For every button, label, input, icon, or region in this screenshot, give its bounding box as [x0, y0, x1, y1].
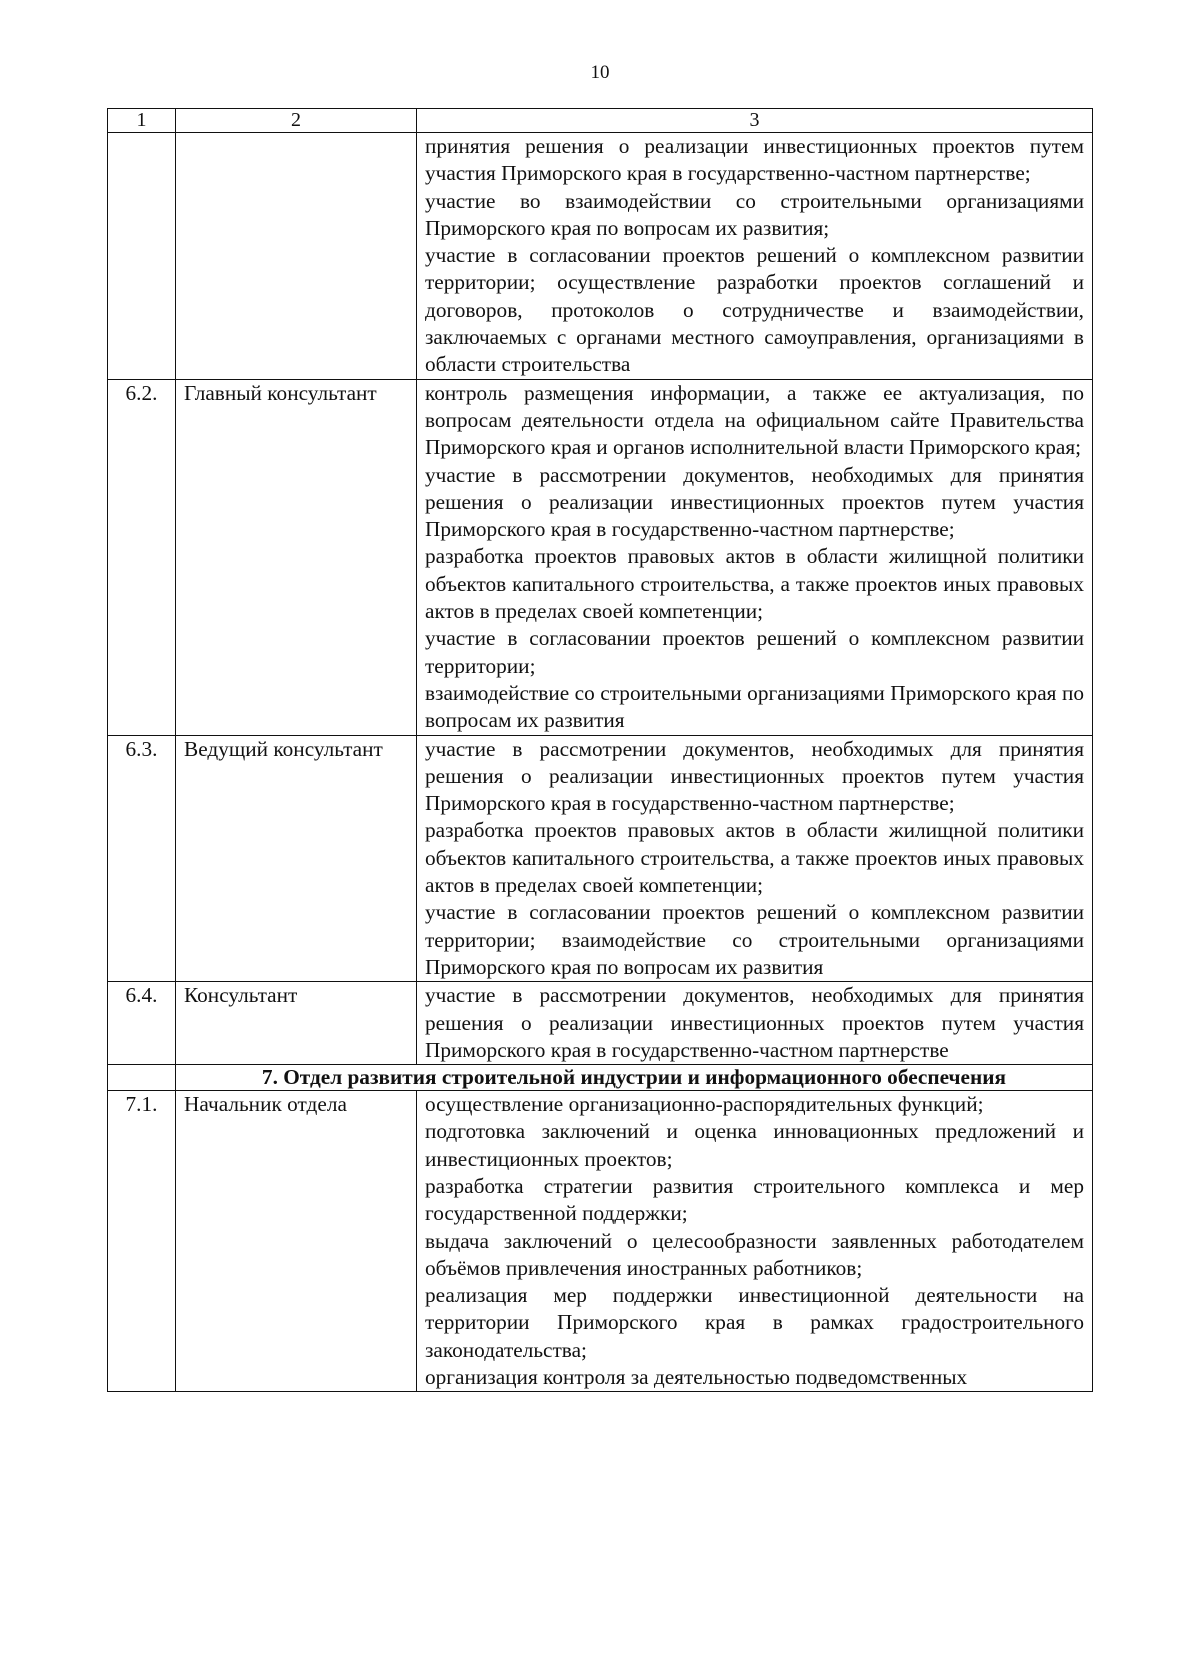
section-header-row [108, 1065, 1093, 1091]
duty-item: разработка проектов правовых актов в области жилищной политики объектов капитального строительства, а также проектов иных правовых актов в пределах своей компетенции; [425, 544, 1084, 624]
table-row [108, 1091, 1093, 1392]
row-number: 7.1. [108, 1091, 176, 1392]
row-number: 6.3. [108, 735, 176, 982]
duty-item: осуществление организационно-распорядительных функций; [425, 1092, 984, 1117]
duty-item: участие в рассмотрении документов, необходимых для принятия решения о реализации инвестиционных проектов путем участия Приморского края в государственно-частном партнерстве; [425, 462, 1084, 542]
duty-item: принятия решения о реализации инвестиционных проектов путем участия Приморского края в государственно-частном партнерстве; [425, 134, 1084, 186]
table-row [108, 133, 1093, 380]
duty-item: участие в согласовании проектов решений о комплексном развитии территории; [425, 626, 1084, 678]
duty-item: контроль размещения информации, а также ее актуализация, по вопросам деятельности отдела на официальном сайте Правительства Приморского края и органов исполнительной власти Приморского края; [425, 380, 1084, 460]
table-row [108, 982, 1093, 1065]
row-position: Начальник отдела [176, 1091, 417, 1392]
header-col-3: 3 [417, 109, 1093, 133]
section-title: 7. Отдел развития строительной индустрии и информационного обеспечения [176, 1065, 1093, 1091]
duty-item: выдача заключений о целесообразности заявленных работодателем объёмов привлечения иностранных работников; [425, 1228, 1084, 1280]
duty-item: участие в согласовании проектов решений о комплексном развитии территории; взаимодействие со строительными организациями Приморского края по вопросам их развития [425, 900, 1084, 979]
duty-item: участие в рассмотрении документов, необходимых для принятия решения о реализации инвестиционных проектов путем участия Приморского края в государственно-частном партнерстве [425, 983, 1084, 1062]
header-col-1: 1 [108, 109, 176, 133]
page-number: 10 [590, 62, 610, 83]
row-number [108, 133, 176, 380]
row-duties [417, 1091, 1093, 1392]
row-number: 6.4. [108, 982, 176, 1065]
duty-item: участие в согласовании проектов решений о комплексном развитии территории; осуществление разработки проектов соглашений и договоров, протоколов о сотрудничестве и взаимодействии, заключаемых с органами местного самоуправления, организациями в области строительства [425, 243, 1084, 377]
duty-item: реализация мер поддержки инвестиционной деятельности на территории Приморского края в рамках градостроительного законодательства; [425, 1283, 1084, 1362]
duty-item: разработка проектов правовых актов в области жилищной политики объектов капитального строительства, а также проектов иных правовых актов в пределах своей компетенции; [425, 818, 1084, 898]
duty-item: подготовка заключений и оценка инновационных предложений и инвестиционных проектов; [425, 1119, 1084, 1171]
row-position [176, 133, 417, 380]
row-position: Ведущий консультант [176, 735, 417, 982]
table-row [108, 379, 1093, 735]
table-row [108, 735, 1093, 982]
header-col-2: 2 [176, 109, 417, 133]
duty-item: взаимодействие со строительными организациями Приморского края по вопросам их развития [425, 680, 1084, 733]
row-duties [417, 133, 1093, 380]
duty-item: разработка стратегии развития строительного комплекса и мер государственной поддержки; [425, 1173, 1084, 1226]
duty-item: участие во взаимодействии со строительными организациями Приморского края по вопросам их развития; [425, 188, 1084, 240]
staff-duties-table [107, 108, 1093, 1392]
duty-item: участие в рассмотрении документов, необходимых для принятия решения о реализации инвестиционных проектов путем участия Приморского края в государственно-частном партнерстве; [425, 736, 1084, 816]
section-spacer [108, 1065, 176, 1091]
row-duties [417, 379, 1093, 735]
row-duties [417, 735, 1093, 982]
row-position: Консультант [176, 982, 417, 1065]
duty-item: организация контроля за деятельностью подведомственных [425, 1365, 968, 1390]
row-number: 6.2. [108, 379, 176, 735]
row-position: Главный консультант [176, 379, 417, 735]
table-header-row [108, 109, 1093, 133]
row-duties [417, 982, 1093, 1065]
